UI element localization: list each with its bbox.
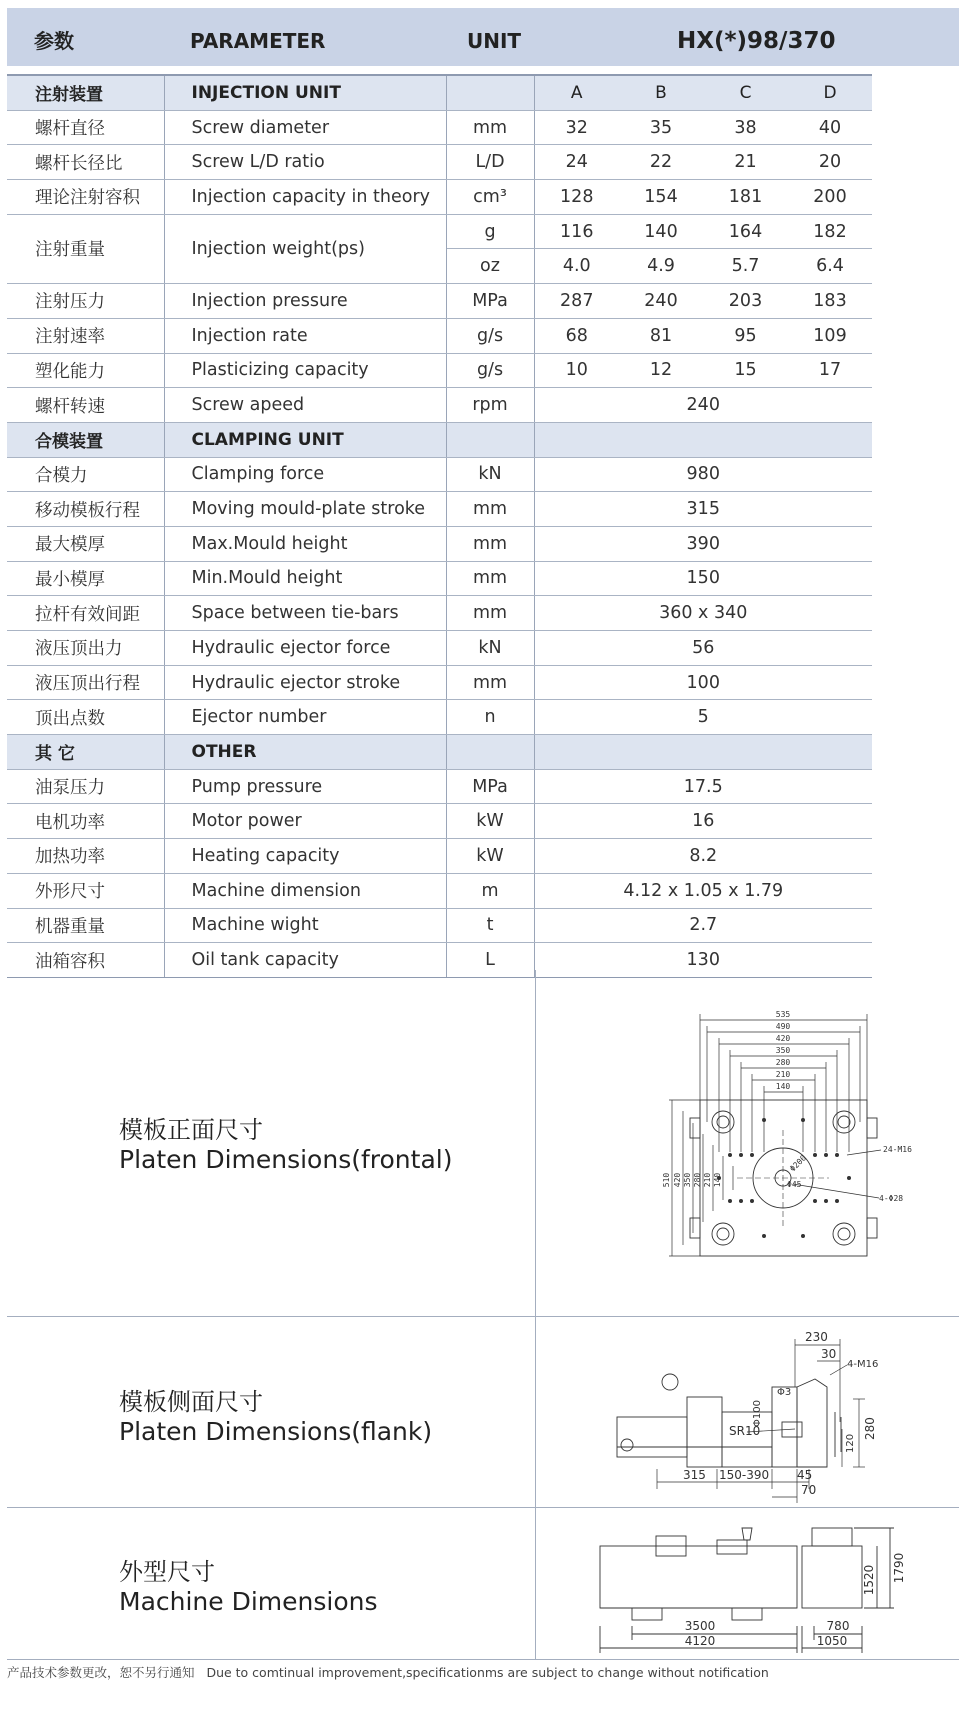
header-model: HX(*)98/370: [677, 28, 836, 54]
dim-v350: 350: [683, 1172, 692, 1188]
row-value: 182: [788, 214, 872, 249]
dim-535: 535: [775, 1010, 791, 1019]
row-value: 4.9: [619, 249, 703, 284]
row-value: 56: [534, 631, 872, 666]
row-value: 10: [534, 353, 619, 388]
row-unit: g/s: [446, 318, 534, 353]
row-label-cn: 合模力: [7, 457, 164, 492]
row-label-cn: 机器重量: [7, 908, 164, 943]
footer-en: Due to comtinual improvement,specificationms are subject to change without notification: [206, 1665, 769, 1680]
row-label-en: Injection weight(ps): [164, 214, 446, 283]
variant-d: D: [788, 75, 872, 110]
row-unit: L: [446, 943, 534, 978]
table-row: [7, 839, 872, 874]
row-value: 150: [534, 561, 872, 596]
dim-120: 120: [845, 1433, 856, 1453]
row-value: 240: [534, 388, 872, 423]
dim-1520: 1520: [862, 1564, 876, 1596]
section-injection: [7, 75, 872, 110]
row-value: 109: [788, 318, 872, 353]
row-unit: g: [446, 214, 534, 249]
row-value: 240: [619, 284, 703, 319]
table-row: [7, 665, 872, 700]
platen-frontal-drawing: [607, 970, 927, 1316]
row-label-cn: 注射压力: [7, 284, 164, 319]
row-unit: mm: [446, 596, 534, 631]
section-cn: 合模装置: [7, 422, 164, 457]
table-row: [7, 804, 872, 839]
row-unit: g/s: [446, 353, 534, 388]
footer-note: [7, 1663, 769, 1681]
row-unit: mm: [446, 561, 534, 596]
dim-490: 490: [775, 1022, 791, 1031]
row-label-cn: 油箱容积: [7, 943, 164, 978]
row-label-en: Ejector number: [164, 700, 446, 735]
row-label-en: Max.Mould height: [164, 526, 446, 561]
row-value: 6.4: [788, 249, 872, 284]
variant-c: C: [703, 75, 788, 110]
machine-dimension-drawing: [592, 1508, 932, 1659]
row-unit: mm: [446, 665, 534, 700]
dim-phi3: Φ3: [777, 1387, 792, 1398]
header-unit: UNIT: [467, 29, 522, 53]
frontal-title-cn: 模板正面尺寸: [119, 1116, 263, 1144]
dim-phi100: Φ100: [752, 1400, 763, 1427]
row-label-en: Clamping force: [164, 457, 446, 492]
row-label-en: Screw L/D ratio: [164, 145, 446, 180]
footer-cn: 产品技术参数更改，恕不另行通知: [7, 1665, 195, 1680]
row-label-en: Oil tank capacity: [164, 943, 446, 978]
dim-1050: 1050: [816, 1634, 848, 1648]
row-value: 4.0: [534, 249, 619, 284]
callout-24-m16: 24-M16: [883, 1145, 912, 1154]
row-label-cn: 注射速率: [7, 318, 164, 353]
dim-210: 210: [775, 1070, 791, 1079]
row-unit: mm: [446, 492, 534, 527]
row-value: 5.7: [703, 249, 788, 284]
row-label-cn: 拉杆有效间距: [7, 596, 164, 631]
callout-4-phi28: 4-Φ28: [879, 1194, 904, 1203]
table-row: [7, 561, 872, 596]
table-row: [7, 526, 872, 561]
header-param-cn: 参数: [34, 29, 74, 53]
dim-v210: 210: [703, 1172, 712, 1188]
row-value: 140: [619, 214, 703, 249]
row-value: 980: [534, 457, 872, 492]
dim-sr10: SR10: [729, 1424, 761, 1438]
row-unit: oz: [446, 249, 534, 284]
row-value: 203: [703, 284, 788, 319]
row-value: 2.7: [534, 908, 872, 943]
row-label-en: Moving mould-plate stroke: [164, 492, 446, 527]
row-value: 130: [534, 943, 872, 978]
section-clamping: [7, 422, 872, 457]
section-en: OTHER: [164, 735, 446, 770]
flank-title-cn: 模板侧面尺寸: [119, 1388, 263, 1416]
row-label-cn: 螺杆直径: [7, 110, 164, 145]
section-cn: 其 它: [7, 735, 164, 770]
callout-phi200: Φ200: [788, 1153, 809, 1174]
callout-phi45: Φ45: [787, 1180, 802, 1189]
row-label-en: Screw diameter: [164, 110, 446, 145]
row-label-cn: 注射重量: [7, 214, 164, 283]
row-label-cn: 移动模板行程: [7, 492, 164, 527]
table-row: [7, 284, 872, 319]
row-value: 95: [703, 318, 788, 353]
dim-350: 350: [775, 1046, 791, 1055]
row-label-en: Injection capacity in theory: [164, 180, 446, 215]
row-value: 15: [703, 353, 788, 388]
row-value: 4.12 x 1.05 x 1.79: [534, 873, 872, 908]
row-unit: n: [446, 700, 534, 735]
row-value: 24: [534, 145, 619, 180]
row-label-cn: 顶出点数: [7, 700, 164, 735]
row-label-cn: 外形尺寸: [7, 873, 164, 908]
row-value: 128: [534, 180, 619, 215]
row-label-en: Hydraulic ejector stroke: [164, 665, 446, 700]
row-label-en: Injection pressure: [164, 284, 446, 319]
row-value: 12: [619, 353, 703, 388]
row-value: 38: [703, 110, 788, 145]
row-label-cn: 电机功率: [7, 804, 164, 839]
dim-v140: 140: [713, 1172, 722, 1188]
row-value: 16: [534, 804, 872, 839]
row-value: 183: [788, 284, 872, 319]
table-row: [7, 457, 872, 492]
row-value: 81: [619, 318, 703, 353]
frontal-horizontal-labels: [776, 1010, 791, 1091]
row-label-cn: 螺杆长径比: [7, 145, 164, 180]
row-label-cn: 最大模厚: [7, 526, 164, 561]
dim-140: 140: [775, 1082, 791, 1091]
row-unit: mm: [446, 526, 534, 561]
row-unit: MPa: [446, 769, 534, 804]
row-label-en: Min.Mould height: [164, 561, 446, 596]
panel-platen-flank: [7, 1317, 959, 1508]
panel-machine-dimensions: [7, 1508, 959, 1660]
dim-70: 70: [801, 1483, 817, 1497]
row-unit: MPa: [446, 284, 534, 319]
row-value: 181: [703, 180, 788, 215]
row-label-en: Screw apeed: [164, 388, 446, 423]
row-unit: kW: [446, 804, 534, 839]
panel-platen-frontal: [7, 970, 959, 1317]
section-other: [7, 735, 872, 770]
dim-280: 280: [863, 1417, 877, 1440]
table-row: [7, 908, 872, 943]
row-label-en: Motor power: [164, 804, 446, 839]
dim-420: 420: [775, 1034, 791, 1043]
table-row: [7, 873, 872, 908]
row-label-cn: 塑化能力: [7, 353, 164, 388]
dim-780: 780: [826, 1619, 850, 1633]
row-label-en: Heating capacity: [164, 839, 446, 874]
row-unit: kN: [446, 631, 534, 666]
row-unit: m: [446, 873, 534, 908]
platen-flank-drawing: [597, 1317, 927, 1507]
flank-title-en: Platen Dimensions(flank): [119, 1417, 433, 1446]
row-label-en: Machine wight: [164, 908, 446, 943]
table-row: [7, 180, 872, 215]
row-unit: cm³: [446, 180, 534, 215]
table-row: [7, 492, 872, 527]
variant-a: A: [534, 75, 619, 110]
table-row: [7, 700, 872, 735]
row-value: 17.5: [534, 769, 872, 804]
table-row: [7, 388, 872, 423]
dim-45: 45: [797, 1468, 813, 1482]
row-value: 40: [788, 110, 872, 145]
spec-table: [7, 74, 872, 978]
frontal-vertical-labels: [662, 1173, 722, 1188]
dim-150-390: 150-390: [719, 1468, 770, 1482]
row-label-cn: 最小模厚: [7, 561, 164, 596]
callout-4-m16: 4-M16: [847, 1359, 879, 1370]
row-unit: kW: [446, 839, 534, 874]
machine-title-cn: 外型尺寸: [119, 1558, 215, 1586]
row-unit: kN: [446, 457, 534, 492]
row-label-en: Hydraulic ejector force: [164, 631, 446, 666]
row-label-en: Pump pressure: [164, 769, 446, 804]
row-value: 287: [534, 284, 619, 319]
row-label-en: Plasticizing capacity: [164, 353, 446, 388]
row-value: 17: [788, 353, 872, 388]
row-label-cn: 螺杆转速: [7, 388, 164, 423]
row-value: 200: [788, 180, 872, 215]
table-row: [7, 596, 872, 631]
table-row: [7, 110, 872, 145]
row-label-cn: 液压顶出力: [7, 631, 164, 666]
dim-v280: 280: [693, 1172, 702, 1188]
row-unit: rpm: [446, 388, 534, 423]
row-value: 35: [619, 110, 703, 145]
row-value: 68: [534, 318, 619, 353]
variant-b: B: [619, 75, 703, 110]
row-label-cn: 油泵压力: [7, 769, 164, 804]
table-row: [7, 145, 872, 180]
row-value: 8.2: [534, 839, 872, 874]
dim-230: 230: [805, 1330, 828, 1344]
row-value: 21: [703, 145, 788, 180]
row-value: 32: [534, 110, 619, 145]
row-label-en: Machine dimension: [164, 873, 446, 908]
dim-v510: 510: [662, 1172, 671, 1188]
table-row: [7, 769, 872, 804]
machine-title-en: Machine Dimensions: [119, 1587, 378, 1616]
table-row: [7, 318, 872, 353]
row-label-cn: 理论注射容积: [7, 180, 164, 215]
dim-280: 280: [775, 1058, 791, 1067]
row-value: 22: [619, 145, 703, 180]
table-header: [7, 8, 959, 66]
row-unit: mm: [446, 110, 534, 145]
row-label-cn: 加热功率: [7, 839, 164, 874]
row-unit: L/D: [446, 145, 534, 180]
header-param-en: PARAMETER: [190, 29, 326, 53]
table-row: [7, 353, 872, 388]
section-en: CLAMPING UNIT: [164, 422, 446, 457]
dim-30: 30: [821, 1347, 837, 1361]
table-row: [7, 214, 872, 249]
frontal-title-en: Platen Dimensions(frontal): [119, 1145, 453, 1174]
row-value: 315: [534, 492, 872, 527]
dim-315: 315: [683, 1468, 706, 1482]
dim-v420: 420: [673, 1172, 682, 1188]
row-value: 360 x 340: [534, 596, 872, 631]
row-label-en: Space between tie-bars: [164, 596, 446, 631]
section-en: INJECTION UNIT: [164, 75, 446, 110]
row-value: 116: [534, 214, 619, 249]
table-row: [7, 631, 872, 666]
row-unit: t: [446, 908, 534, 943]
row-value: 390: [534, 526, 872, 561]
row-value: 100: [534, 665, 872, 700]
section-cn: 注射装置: [7, 75, 164, 110]
dim-4120: 4120: [684, 1634, 716, 1648]
row-value: 164: [703, 214, 788, 249]
row-value: 5: [534, 700, 872, 735]
row-value: 154: [619, 180, 703, 215]
row-label-en: Injection rate: [164, 318, 446, 353]
row-label-cn: 液压顶出行程: [7, 665, 164, 700]
dim-1790: 1790: [892, 1552, 906, 1584]
dim-3500: 3500: [684, 1619, 716, 1633]
row-value: 20: [788, 145, 872, 180]
